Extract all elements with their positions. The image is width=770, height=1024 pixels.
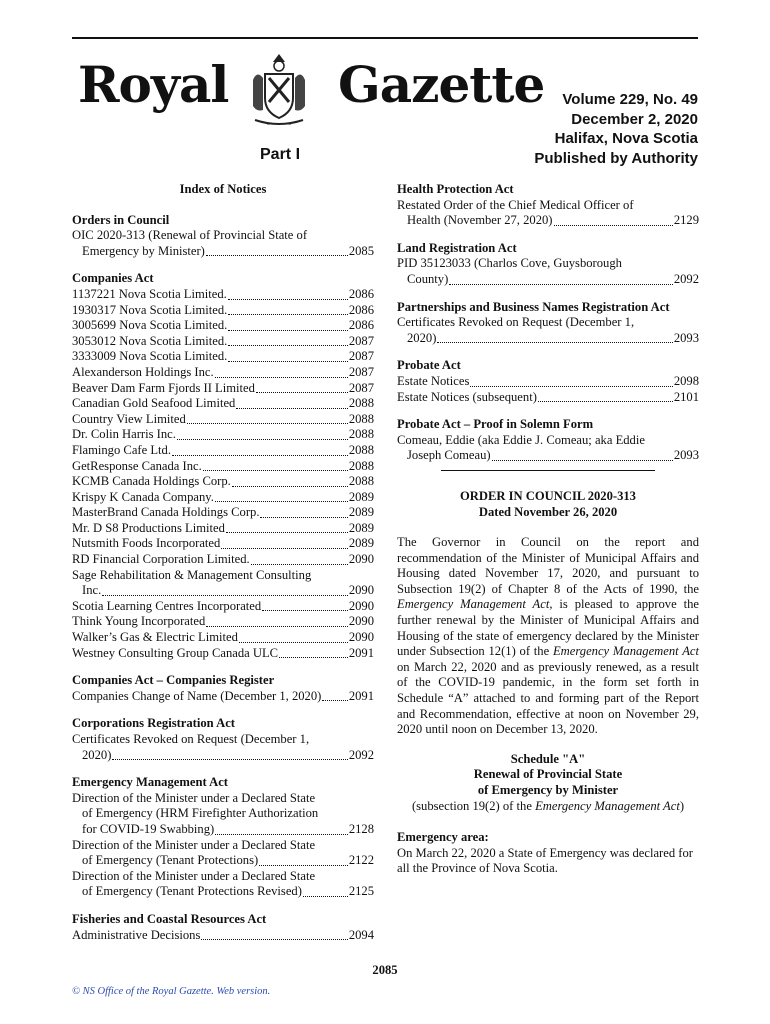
index-entry[interactable]: Direction of the Minister under a Declared State of Emergency (Tenant Protections) 2122 [72,837,374,868]
index-section-solemn [397,417,699,464]
part-label: Part I [260,146,301,163]
index-section-emergency [72,775,374,900]
schedule-subtitle: of Emergency by Minister [477,783,619,797]
emergency-area-heading: Emergency area: [397,830,489,845]
index-title: Index of Notices [179,182,267,196]
index-entry[interactable]: Canadian Gold Seafood Limited 2088 [72,396,374,411]
index-section-partnerships [397,300,699,347]
order-body: The Governor in Council on the report and recommendation of the Minister of Municipal Affairs and Housing dated November 17, 2020, and pursuant to Subsection 19(2) of Chapter 8 of the Acts of 1990, the Emergency Management Act, is pleased to approve the further renewal by the Minister of Municipal Affairs and Housing of the state of emergency declared by the Minister under Subsection 12(1) of the Emergency Management Act on March 22, 2020 and as previously renewed, as a result of the COVID-19 pandemic, in the form set forth in Schedule “A” attached to and forming part of the Report and Recommendation, effective at noon on November 29, 2020 until noon on December 13, 2020. [397,535,699,737]
index-entry[interactable]: KCMB Canada Holdings Corp. 2088 [72,474,374,489]
index-entry[interactable]: Beaver Dam Farm Fjords II Limited 2087 [72,380,374,395]
coat-of-arms-icon [247,50,311,130]
index-entry[interactable]: Flamingo Cafe Ltd. 2088 [72,442,374,457]
authority-line: Published by Authority [534,149,698,167]
index-entry[interactable]: Krispy K Canada Company. 2089 [72,489,374,504]
index-entry[interactable]: 1137221 Nova Scotia Limited. 2086 [72,286,374,301]
section-heading: Probate Act – Proof in Solemn Form [397,417,594,432]
index-entry[interactable]: Walker’s Gas & Electric Limited 2090 [72,630,374,645]
index-section-fisheries [72,912,374,943]
section-heading: Fisheries and Coastal Resources Act [72,911,267,926]
divider [441,470,655,471]
index-entry[interactable]: MasterBrand Canada Holdings Corp. 2089 [72,505,374,520]
masthead [72,52,698,167]
index-section-probate [397,358,699,405]
index-section-land [397,241,699,288]
index-entry[interactable]: 1930317 Nova Scotia Limited. 2086 [72,302,374,317]
schedule-subsection: (subsection 19(2) of the Emergency Management Act) [411,798,685,813]
index-entry[interactable]: Administrative Decisions 2094 [72,927,374,942]
index-entry[interactable]: Estate Notices 2098 [397,373,699,388]
index-entry[interactable]: Companies Change of Name (December 1, 2020) 2091 [72,688,374,703]
index-entry[interactable]: Estate Notices (subsequent) 2101 [397,389,699,404]
index-entry[interactable]: Certificates Revoked on Request (December 1, 2020) 2092 [72,732,374,762]
section-heading: Partnerships and Business Names Registration Act [397,299,670,314]
index-entry[interactable]: Scotia Learning Centres Incorporated 2090 [72,598,374,613]
section-heading: Companies Act [72,271,154,286]
volume-number: Volume 229, No. 49 [562,91,698,108]
index-entry[interactable]: PID 35123033 (Charlos Cove, Guysborough County) 2092 [397,256,699,286]
index-entry[interactable]: Certificates Revoked on Request (December 1, 2020) 2093 [397,315,699,345]
schedule-subtitle: Renewal of Provincial State [473,767,623,782]
order-title: ORDER IN COUNCIL 2020-313 [460,488,636,503]
section-heading: Companies Act – Companies Register [72,673,275,688]
index-section-corporations [72,716,374,763]
index-entry[interactable]: 3005699 Nova Scotia Limited. 2086 [72,318,374,333]
section-heading: Emergency Management Act [72,775,228,790]
index-section-register [72,673,374,704]
masthead-title-royal: Royal [78,55,229,114]
issue-date: December 2, 2020 [571,110,698,128]
index-entry[interactable]: Direction of the Minister under a Declared State of Emergency (HRM Firefighter Authorization for COVID-19 Swabbing) 2128 [72,790,374,836]
emergency-area [397,830,699,877]
index-entry[interactable]: OIC 2020-313 (Renewal of Provincial State of Emergency by Minister) 2085 [72,228,374,258]
index-entry[interactable]: Dr. Colin Harris Inc. 2088 [72,427,374,442]
issue-place: Halifax, Nova Scotia [554,130,698,147]
index-entry[interactable]: Alexanderson Holdings Inc. 2087 [72,364,374,379]
index-entry[interactable]: Direction of the Minister under a Declared State of Emergency (Tenant Protections Revised) 2125 [72,868,374,899]
index-entry[interactable]: Comeau, Eddie (aka Eddie J. Comeau; aka Eddie Joseph Comeau) 2093 [397,432,699,463]
index-entry[interactable]: 3053012 Nova Scotia Limited. 2087 [72,333,374,348]
index-entry[interactable]: Mr. D S8 Productions Limited 2089 [72,520,374,535]
issue-info [534,90,698,168]
companies-list [72,599,374,661]
schedule-title: Schedule "A" [510,751,586,766]
index-left-column [72,182,374,955]
index-entry[interactable]: Restated Order of the Chief Medical Officer of Health (November 27, 2020) 2129 [397,197,699,228]
section-heading: Probate Act [397,358,461,373]
order-date: Dated November 26, 2020 [478,504,618,519]
section-heading: Health Protection Act [397,182,514,196]
page-number: 2085 [372,963,398,977]
index-entry[interactable]: Country View Limited 2088 [72,411,374,426]
index-section-orders [72,213,374,260]
emergency-area-text: On March 22, 2020 a State of Emergency was declared for all the Province of Nova Scotia. [397,845,693,876]
companies-list [72,287,374,568]
index-entry[interactable]: RD Financial Corporation Limited. 2090 [72,552,374,567]
masthead-title-gazette: Gazette [338,55,545,114]
top-rule [72,37,698,39]
section-heading: Orders in Council [72,212,170,227]
index-section-companies [72,271,374,661]
section-heading: Corporations Registration Act [72,716,235,731]
index-entry[interactable]: Sage Rehabilitation & Management Consulting Inc. 2090 [72,567,374,598]
section-heading: Land Registration Act [397,240,517,255]
index-section-health [397,182,699,229]
footer-copyright: © NS Office of the Royal Gazette. Web version. [72,986,271,997]
index-entry[interactable]: Nutsmith Foods Incorporated 2089 [72,536,374,551]
index-entry[interactable]: Westney Consulting Group Canada ULC 2091 [72,645,374,660]
index-entry[interactable]: GetResponse Canada Inc. 2088 [72,458,374,473]
index-entry[interactable]: Think Young Incorporated 2090 [72,614,374,629]
right-column [397,182,699,877]
schedule-block [397,752,699,814]
index-entry[interactable]: 3333009 Nova Scotia Limited. 2087 [72,349,374,364]
